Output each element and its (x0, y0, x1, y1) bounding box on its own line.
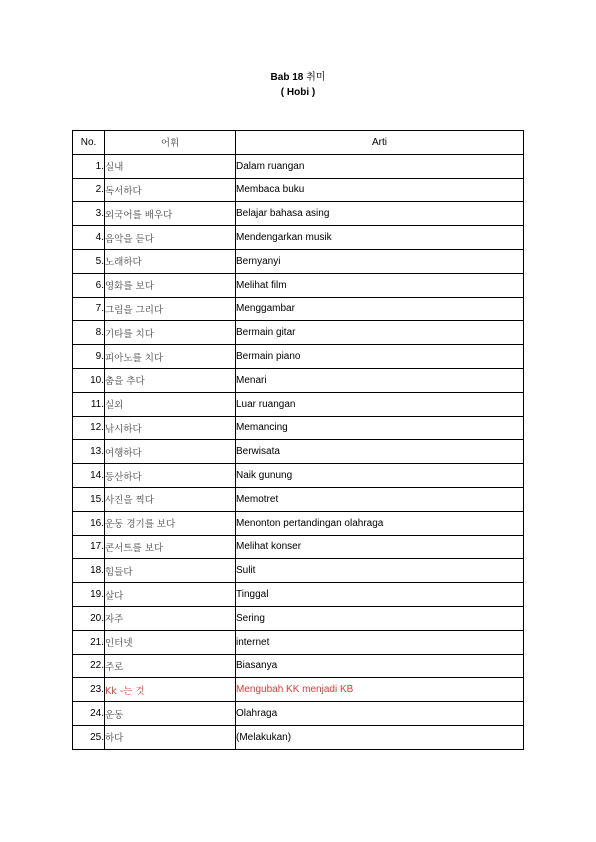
table-row (73, 725, 524, 749)
indonesian-meaning: Biasanya (236, 654, 524, 678)
table-header-row (73, 131, 524, 155)
row-number: 22. (73, 654, 105, 678)
indonesian-meaning: Luar ruangan (236, 392, 524, 416)
table-row (73, 487, 524, 511)
table-row (73, 702, 524, 726)
indonesian-meaning: Membaca buku (236, 178, 524, 202)
korean-word: Kk -는 것 (105, 678, 236, 702)
table-row (73, 178, 524, 202)
korean-word: 영화를 보다 (105, 273, 236, 297)
row-number: 9. (73, 345, 105, 369)
indonesian-meaning: Berwisata (236, 440, 524, 464)
korean-word: 실외 (105, 392, 236, 416)
korean-word: 인터넷 (105, 630, 236, 654)
table-row (73, 416, 524, 440)
table-row (73, 249, 524, 273)
row-number: 17. (73, 535, 105, 559)
korean-word: 하다 (105, 725, 236, 749)
table-row (73, 535, 524, 559)
korean-word: 등산하다 (105, 464, 236, 488)
indonesian-meaning: Melihat film (236, 273, 524, 297)
row-number: 10. (73, 368, 105, 392)
indonesian-meaning: Olahraga (236, 702, 524, 726)
indonesian-meaning: Bernyanyi (236, 249, 524, 273)
row-number: 25. (73, 725, 105, 749)
chapter-label: Bab 18 (270, 72, 304, 83)
row-number: 13. (73, 440, 105, 464)
korean-word: 콘서트를 보다 (105, 535, 236, 559)
indonesian-meaning: Tinggal (236, 583, 524, 607)
korean-word: 사진을 찍다 (105, 487, 236, 511)
table-row (73, 559, 524, 583)
korean-word: 음악을 듣다 (105, 226, 236, 250)
korean-word: 운동 (105, 702, 236, 726)
indonesian-meaning: Memotret (236, 487, 524, 511)
indonesian-meaning: Bermain gitar (236, 321, 524, 345)
korean-word: 힘들다 (105, 559, 236, 583)
korean-word: 실내 (105, 154, 236, 178)
korean-word: 자주 (105, 606, 236, 630)
korean-word: 기타를 치다 (105, 321, 236, 345)
row-number: 23. (73, 678, 105, 702)
page-subtitle: ( Hobi ) (280, 87, 316, 98)
table-row (73, 606, 524, 630)
korean-word: 주로 (105, 654, 236, 678)
korean-word: 여행하다 (105, 440, 236, 464)
korean-word: 외국어를 배우다 (105, 202, 236, 226)
table-row (73, 345, 524, 369)
row-number: 16. (73, 511, 105, 535)
indonesian-meaning: Bermain piano (236, 345, 524, 369)
header-meaning: Arti (236, 131, 524, 155)
table-row (73, 202, 524, 226)
row-number: 5. (73, 249, 105, 273)
indonesian-meaning: Menari (236, 368, 524, 392)
table-row (73, 583, 524, 607)
row-number: 15. (73, 487, 105, 511)
korean-word: 노래하다 (105, 249, 236, 273)
table-row (73, 440, 524, 464)
table-row (73, 630, 524, 654)
table-row (73, 297, 524, 321)
indonesian-meaning: Memancing (236, 416, 524, 440)
row-number: 4. (73, 226, 105, 250)
chapter-korean-title: 취미 (306, 72, 326, 83)
korean-word: 독서하다 (105, 178, 236, 202)
row-number: 20. (73, 606, 105, 630)
korean-word: 운동 경기를 보다 (105, 511, 236, 535)
table-row (73, 321, 524, 345)
indonesian-meaning: internet (236, 630, 524, 654)
vocabulary-table (72, 130, 524, 750)
korean-word: 낚시하다 (105, 416, 236, 440)
table-row (73, 511, 524, 535)
indonesian-meaning: Mendengarkan musik (236, 226, 524, 250)
header-number: No. (73, 131, 105, 155)
page-title (0, 71, 596, 85)
indonesian-meaning: Menggambar (236, 297, 524, 321)
header-vocabulary: 어휘 (105, 131, 236, 155)
table-row (73, 368, 524, 392)
korean-word: 피아노를 치다 (105, 345, 236, 369)
indonesian-meaning: Sering (236, 606, 524, 630)
indonesian-meaning: Mengubah KK menjadi KB (236, 678, 524, 702)
indonesian-meaning: Belajar bahasa asing (236, 202, 524, 226)
row-number: 2. (73, 178, 105, 202)
table-body (73, 154, 524, 749)
row-number: 12. (73, 416, 105, 440)
indonesian-meaning: Menonton pertandingan olahraga (236, 511, 524, 535)
table-row (73, 154, 524, 178)
row-number: 24. (73, 702, 105, 726)
row-number: 7. (73, 297, 105, 321)
row-number: 6. (73, 273, 105, 297)
row-number: 21. (73, 630, 105, 654)
indonesian-meaning: Dalam ruangan (236, 154, 524, 178)
table-row (73, 464, 524, 488)
row-number: 3. (73, 202, 105, 226)
table-row (73, 273, 524, 297)
row-number: 14. (73, 464, 105, 488)
row-number: 8. (73, 321, 105, 345)
row-number: 1. (73, 154, 105, 178)
row-number: 19. (73, 583, 105, 607)
indonesian-meaning: Naik gunung (236, 464, 524, 488)
table-row (73, 392, 524, 416)
indonesian-meaning: Sulit (236, 559, 524, 583)
korean-word: 그림을 그리다 (105, 297, 236, 321)
table-row (73, 654, 524, 678)
table-row (73, 226, 524, 250)
row-number: 18. (73, 559, 105, 583)
korean-word: 춤을 추다 (105, 368, 236, 392)
indonesian-meaning: (Melakukan) (236, 725, 524, 749)
row-number: 11. (73, 392, 105, 416)
table-row (73, 678, 524, 702)
indonesian-meaning: Melihat konser (236, 535, 524, 559)
korean-word: 살다 (105, 583, 236, 607)
